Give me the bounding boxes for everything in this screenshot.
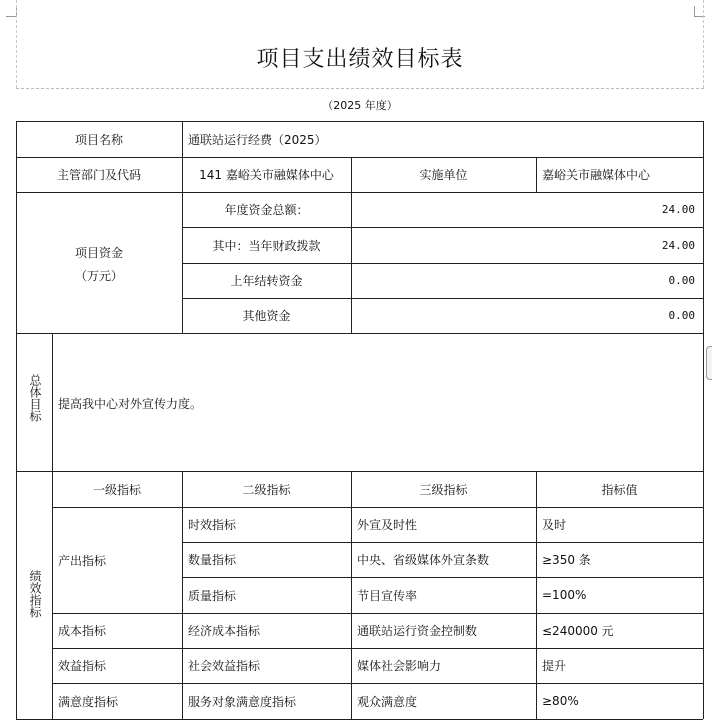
total-funds-label: 年度资金总额： bbox=[224, 203, 309, 217]
indicator-level1: 效益指标 bbox=[58, 659, 107, 673]
indicators-label: 绩效指标 bbox=[28, 570, 42, 618]
funds-label-line2: （万元） bbox=[74, 268, 123, 283]
indicator-level2: 经济成本指标 bbox=[188, 624, 261, 638]
table-border bbox=[703, 121, 704, 719]
project-name-value: 通联站运行经费（2025） bbox=[188, 132, 327, 147]
current-funds-label: 其中：当年财政拨款 bbox=[212, 238, 321, 253]
indicator-level2: 社会效益指标 bbox=[188, 659, 261, 673]
page-title: 项目支出绩效目标表 bbox=[256, 47, 464, 72]
table-border bbox=[16, 719, 703, 720]
indicator-level3: 观众满意度 bbox=[357, 694, 418, 709]
overall-goal-value: 提高我中心对外宣传力度。 bbox=[58, 396, 203, 411]
indicator-level1: 成本指标 bbox=[58, 624, 107, 638]
indicator-level3: 节目宣传率 bbox=[357, 588, 418, 603]
indicator-value: ≤240000 元 bbox=[542, 624, 614, 638]
current-funds-value: 24.00 bbox=[661, 238, 695, 252]
indicator-level2: 数量指标 bbox=[188, 553, 237, 567]
indicator-level2: 时效指标 bbox=[188, 518, 237, 532]
header-level2: 二级指标 bbox=[242, 482, 291, 497]
total-funds-value: 24.00 bbox=[661, 203, 695, 216]
header-value: 指标值 bbox=[601, 482, 638, 497]
indicator-level2: 质量指标 bbox=[188, 588, 237, 603]
indicator-level3: 媒体社会影响力 bbox=[357, 659, 442, 673]
indicator-value: 及时 bbox=[542, 518, 567, 532]
other-funds-value: 0.00 bbox=[668, 309, 695, 322]
year-label: （2025 年度） bbox=[322, 99, 398, 112]
indicator-level1: 满意度指标 bbox=[58, 694, 119, 709]
indicator-value: =100% bbox=[542, 588, 587, 602]
indicator-value: ≥350 条 bbox=[542, 553, 591, 567]
indicator-value: 提升 bbox=[542, 659, 567, 673]
indicator-level3: 通联站运行资金控制数 bbox=[357, 624, 478, 638]
indicator-level3: 中央、省级媒体外宣条数 bbox=[357, 553, 490, 567]
dept-value: 141 嘉峪关市融媒体中心 bbox=[199, 168, 334, 182]
indicator-value: ≥80% bbox=[542, 694, 579, 708]
carryover-funds-label: 上年结转资金 bbox=[230, 274, 303, 288]
table-border bbox=[16, 333, 703, 334]
carryover-funds-value: 0.00 bbox=[668, 274, 695, 287]
scroll-handle[interactable] bbox=[706, 346, 712, 380]
indicator-level2: 服务对象满意度指标 bbox=[188, 694, 297, 709]
indicator-level1: 产出指标 bbox=[58, 553, 107, 568]
header-level1: 一级指标 bbox=[92, 482, 141, 497]
impl-unit-label: 实施单位 bbox=[419, 168, 468, 182]
header-level3: 三级指标 bbox=[419, 482, 468, 497]
impl-unit-value: 嘉峪关市融媒体中心 bbox=[542, 168, 651, 182]
project-name-label: 项目名称 bbox=[74, 132, 123, 147]
indicator-level3: 外宣及时性 bbox=[357, 518, 418, 532]
overall-goal-label: 总体目标 bbox=[28, 374, 42, 422]
dept-label: 主管部门及代码 bbox=[56, 168, 141, 182]
divider bbox=[16, 88, 704, 89]
funds-label-line1: 项目资金 bbox=[74, 245, 123, 260]
other-funds-label: 其他资金 bbox=[242, 309, 291, 323]
funds-label bbox=[16, 192, 182, 333]
